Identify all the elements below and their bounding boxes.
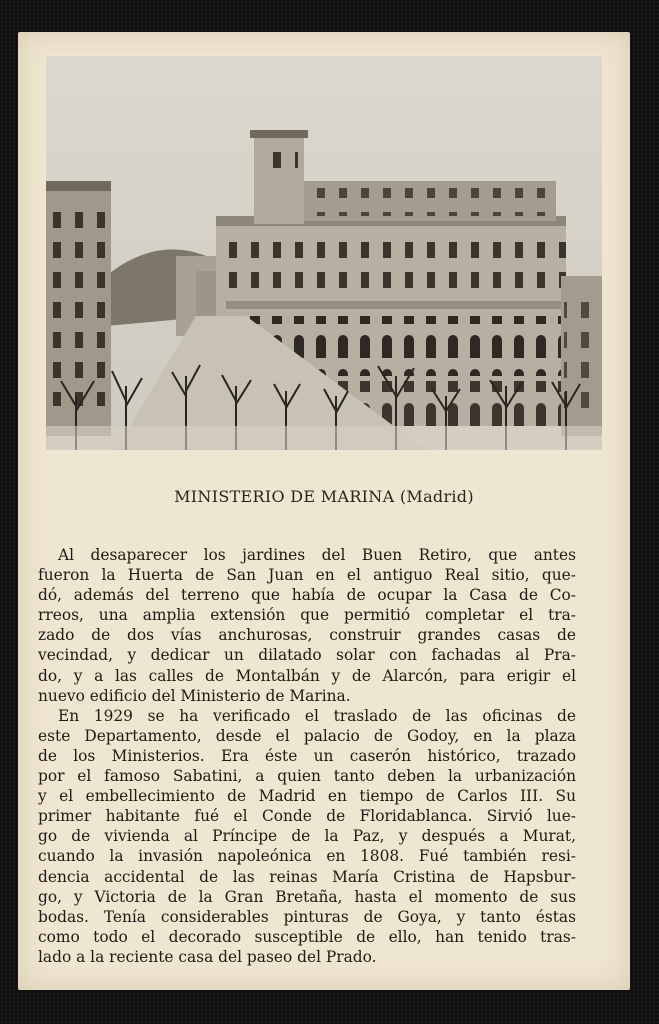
text-line: go de vivienda al Príncipe de la Paz, y después a Murat,: [38, 827, 576, 846]
paragraph-2: [38, 706, 576, 967]
text-line: do, y a las calles de Montalbán y de Alarcón, para erigir el: [38, 666, 576, 685]
building-photograph: [46, 56, 602, 450]
text-line: lado a la reciente casa del paseo del Prado.: [38, 947, 377, 966]
text-line: y el embellecimiento de Madrid en tiempo de Carlos III. Su: [38, 787, 576, 806]
text-line: zado de dos vías anchurosas, construir grandes casas de: [38, 626, 576, 645]
body-text: [38, 545, 576, 967]
text-line: vecindad, y dedicar un dilatado solar con fachadas al Pra-: [38, 646, 576, 665]
page-title: MINISTERIO DE MARINA (Madrid): [174, 487, 474, 506]
text-line: go, y Victoria de la Gran Bretaña, hasta el momento de sus: [38, 887, 576, 906]
text-line: por el famoso Sabatini, a quien tanto deben la urbanización: [38, 767, 576, 786]
text-line: dencia accidental de las reinas María Cristina de Hapsbur-: [38, 867, 576, 886]
text-line: Al desaparecer los jardines del Buen Retiro, que antes: [58, 546, 576, 564]
paragraph-1: [38, 545, 576, 706]
text-line: bodas. Tenía considerables pinturas de Goya, y tanto éstas: [38, 907, 576, 926]
text-line: primer habitante fué el Conde de Floridablanca. Sirvió lue-: [38, 807, 576, 826]
text-line: este Departamento, desde el palacio de Godoy, en la plaza: [38, 726, 576, 745]
text-line: fueron la Huerta de San Juan en el antiguo Real sitio, que-: [38, 566, 576, 585]
text-line: cuando la invasión napoleónica en 1808. Fué también resi-: [38, 847, 576, 866]
postcard: [18, 32, 630, 990]
ministry-building-illustration: [46, 56, 602, 450]
text-line: rreos, una amplia extensión que permitió completar el tra-: [38, 606, 576, 625]
text-line: como todo el decorado susceptible de ello, han tenido tras-: [38, 927, 576, 946]
text-line: dó, además del terreno que había de ocupar la Casa de Co-: [38, 586, 576, 605]
left-building: [46, 181, 111, 436]
text-line: de los Ministerios. Era éste un caserón histórico, trazado: [38, 746, 576, 765]
text-line: nuevo edificio del Ministerio de Marina.: [38, 686, 351, 705]
text-line: En 1929 se ha verificado el traslado de las oficinas de: [58, 706, 576, 725]
